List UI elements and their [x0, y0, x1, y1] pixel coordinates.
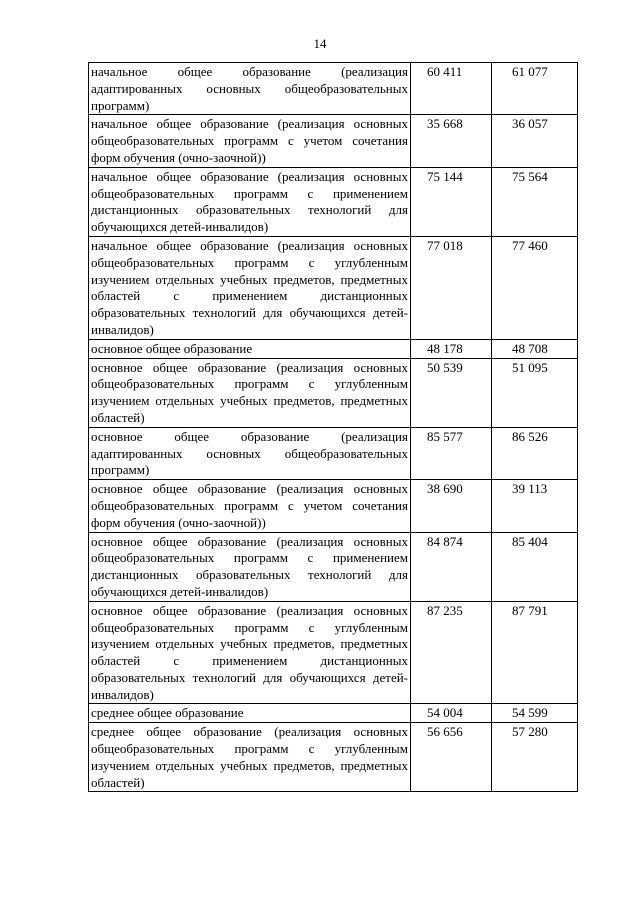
row-description: среднее общее образование (реализация основных общеобразовательных программ с углубленным изучением отдельных учебных предметов, предметных областей) — [89, 723, 411, 792]
row-description: основное общее образование (реализация основных общеобразовательных программ с учетом сочетания форм обучения (очно-заочной)) — [89, 480, 411, 532]
row-description: среднее общее образование — [89, 704, 411, 723]
table-row — [89, 601, 578, 704]
row-description: основное общее образование (реализация основных общеобразовательных программ с углубленным изучением отдельных учебных предметов, предметных областей с применением дистанционных образовательных технологий для обучающихся детей-инвалидов) — [89, 601, 411, 704]
table-row — [89, 63, 578, 115]
table-row — [89, 532, 578, 601]
row-value-year-1: 75 144 — [411, 167, 492, 236]
table-row — [89, 704, 578, 723]
row-value-year-1: 85 577 — [411, 427, 492, 479]
table-row — [89, 115, 578, 167]
row-value-year-2: 57 280 — [492, 723, 578, 792]
row-value-year-1: 50 539 — [411, 358, 492, 427]
table-row — [89, 480, 578, 532]
row-value-year-2: 61 077 — [492, 63, 578, 115]
row-value-year-1: 60 411 — [411, 63, 492, 115]
row-value-year-2: 36 057 — [492, 115, 578, 167]
row-value-year-1: 84 874 — [411, 532, 492, 601]
table-row — [89, 358, 578, 427]
row-value-year-1: 48 178 — [411, 339, 492, 358]
table-row — [89, 339, 578, 358]
row-value-year-1: 87 235 — [411, 601, 492, 704]
row-value-year-1: 38 690 — [411, 480, 492, 532]
row-value-year-1: 35 668 — [411, 115, 492, 167]
table-row — [89, 236, 578, 339]
row-description: основное общее образование — [89, 339, 411, 358]
row-value-year-2: 86 526 — [492, 427, 578, 479]
row-description: начальное общее образование (реализация адаптированных основных общеобразовательных программ) — [89, 63, 411, 115]
row-value-year-1: 54 004 — [411, 704, 492, 723]
funding-table — [88, 62, 578, 792]
row-description: основное общее образование (реализация основных общеобразовательных программ с применением дистанционных образовательных технологий для обучающихся детей-инвалидов) — [89, 532, 411, 601]
table-row — [89, 167, 578, 236]
row-description: начальное общее образование (реализация основных общеобразовательных программ с углубленным изучением отдельных учебных предметов, предметных областей с применением дистанционных образовательных технологий для обучающихся детей-инвалидов) — [89, 236, 411, 339]
row-value-year-2: 54 599 — [492, 704, 578, 723]
row-description: начальное общее образование (реализация основных общеобразовательных программ с учетом сочетания форм обучения (очно-заочной)) — [89, 115, 411, 167]
table-row — [89, 427, 578, 479]
page-number: 14 — [313, 36, 327, 51]
row-description: основное общее образование (реализация адаптированных основных общеобразовательных программ) — [89, 427, 411, 479]
row-value-year-1: 77 018 — [411, 236, 492, 339]
row-description: основное общее образование (реализация основных общеобразовательных программ с углубленным изучением отдельных учебных предметов, предметных областей) — [89, 358, 411, 427]
row-value-year-2: 75 564 — [492, 167, 578, 236]
row-value-year-2: 85 404 — [492, 532, 578, 601]
row-value-year-2: 48 708 — [492, 339, 578, 358]
row-value-year-2: 51 095 — [492, 358, 578, 427]
row-value-year-2: 77 460 — [492, 236, 578, 339]
row-description: начальное общее образование (реализация основных общеобразовательных программ с применением дистанционных образовательных технологий для обучающихся детей-инвалидов) — [89, 167, 411, 236]
row-value-year-2: 39 113 — [492, 480, 578, 532]
row-value-year-2: 87 791 — [492, 601, 578, 704]
table-row — [89, 723, 578, 792]
row-value-year-1: 56 656 — [411, 723, 492, 792]
